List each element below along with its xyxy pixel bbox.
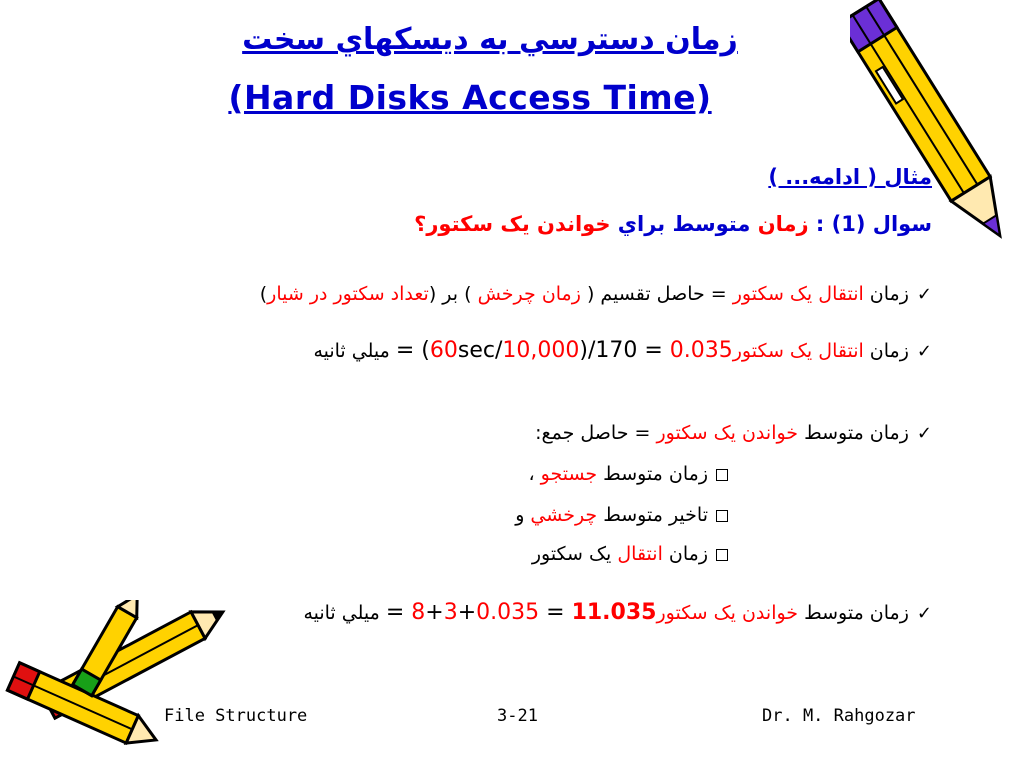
value: 10,000: [502, 338, 580, 363]
footer-page-number: 3-21: [497, 706, 538, 726]
highlight-text: زمان چرخش: [477, 283, 581, 305]
result-value: 11.035: [571, 600, 657, 625]
pencils-group-icon: [0, 600, 230, 750]
text: ): [259, 283, 268, 305]
question-prefix: سوال (1) :: [815, 212, 932, 236]
question-avg: متوسط براي: [617, 212, 751, 236]
text: +: [425, 600, 444, 625]
sub-bullet-transfer: [532, 543, 728, 565]
unit-text: ميلي ثانيه: [303, 602, 386, 624]
checkmark-icon: ✓: [916, 341, 932, 362]
value: 8: [411, 600, 426, 625]
footer-author: Dr. M. Rahgozar: [762, 706, 916, 726]
text: زمان متوسط: [798, 602, 909, 624]
sub-bullet-rotation: [515, 504, 728, 526]
text: +: [457, 600, 477, 625]
bullet-line-total: [303, 600, 932, 625]
value: 60: [429, 338, 458, 363]
value: 0.035: [476, 600, 540, 625]
text: = حاصل تقسيم (: [580, 283, 733, 305]
text: )/170 =: [579, 338, 670, 363]
page-title-persian: زمان دسترسي به ديسکهاي سخت: [242, 22, 738, 57]
text: زمان: [863, 283, 909, 305]
bullet-line-transfer-definition: [260, 283, 932, 305]
text: =: [539, 600, 572, 625]
result-value: 0.035: [669, 338, 733, 363]
value: 3: [443, 600, 458, 625]
highlight-text: خواندن يک سکتور: [656, 602, 799, 624]
checkmark-icon: ✓: [916, 423, 932, 444]
bullet-line-transfer-calc: [313, 338, 932, 363]
text: sec/: [457, 338, 503, 363]
text: = (: [395, 338, 430, 363]
checkmark-icon: ✓: [916, 284, 932, 305]
question-read-sector: خواندن يک سکتور؟: [414, 212, 611, 236]
text: زمان متوسط: [798, 422, 909, 444]
highlight-text: تعداد سکتور در شيار: [267, 283, 429, 305]
example-heading: مثال ( ادامه... ): [768, 165, 932, 189]
text: يک سکتور: [531, 543, 618, 565]
question-heading: [414, 212, 932, 236]
text: زمان: [863, 340, 909, 362]
text: = حاصل جمع:: [535, 422, 657, 444]
checkmark-icon: ✓: [916, 603, 932, 624]
bullet-line-read-sum: [535, 422, 932, 444]
formula: [386, 602, 657, 624]
highlight-text: خواندن يک سکتور: [656, 422, 799, 444]
highlight-text: انتقال يک سکتور: [732, 283, 864, 305]
footer-course: File Structure: [164, 706, 308, 726]
text: و: [515, 504, 531, 526]
highlight-text: چرخشي: [530, 504, 598, 526]
sub-bullet-seek: [528, 463, 728, 485]
text: ) بر (: [428, 283, 478, 305]
text: ،: [528, 463, 541, 485]
highlight-text: انتقال يک سکتور: [732, 340, 864, 362]
text: زمان: [662, 543, 708, 565]
question-time: زمان: [757, 212, 809, 236]
square-bullet-icon: [716, 510, 728, 522]
text: =: [385, 600, 412, 625]
highlight-text: انتقال: [617, 543, 663, 565]
highlight-text: جستجو: [540, 463, 598, 485]
unit-text: ميلي ثانيه: [313, 340, 396, 362]
text: زمان متوسط: [597, 463, 708, 485]
square-bullet-icon: [716, 549, 728, 561]
page-title-english: (Hard Disks Access Time): [228, 78, 712, 117]
formula: [396, 340, 733, 362]
square-bullet-icon: [716, 469, 728, 481]
text: تاخير متوسط: [597, 504, 708, 526]
